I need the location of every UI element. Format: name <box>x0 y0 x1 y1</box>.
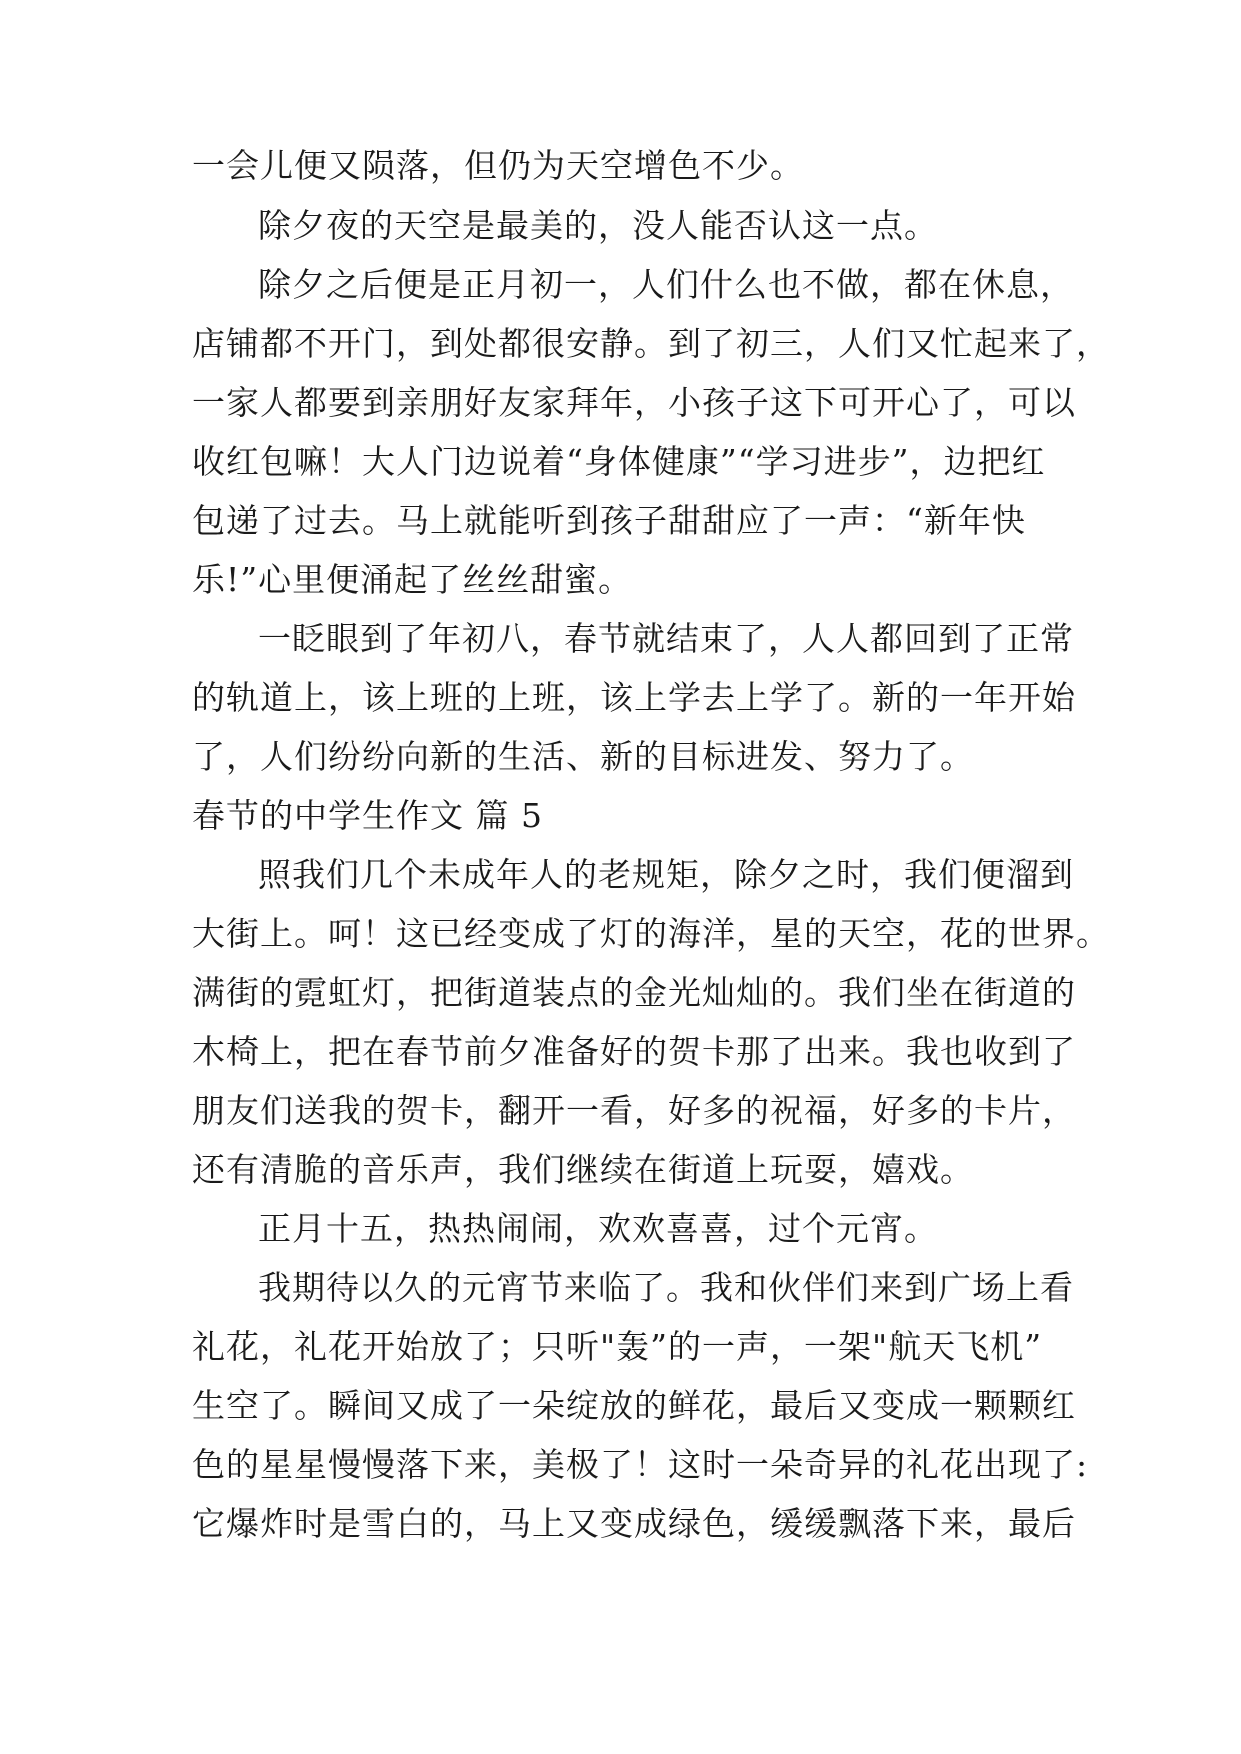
paragraph-line: 满街的霓虹灯，把街道装点的金光灿灿的。我们坐在街道的 <box>192 973 1076 1012</box>
paragraph-line: 它爆炸时是雪白的，马上又变成绿色，缓缓飘落下来，最后 <box>192 1504 1076 1543</box>
paragraph-line: 还有清脆的音乐声，我们继续在街道上玩耍，嬉戏。 <box>192 1150 974 1189</box>
paragraph-line: 照我们几个未成年人的老规矩，除夕之时，我们便溜到 <box>258 855 1074 894</box>
paragraph-line: 生空了。瞬间又成了一朵绽放的鲜花，最后又变成一颗颗红 <box>192 1386 1076 1425</box>
paragraph-line: 色的星星慢慢落下来，美极了！这时一朵奇异的礼花出现了: <box>192 1445 1089 1484</box>
paragraph-line: 乐!”心里便涌起了丝丝甜蜜。 <box>192 560 633 599</box>
paragraph-line: 一会儿便又陨落，但仍为天空增色不少。 <box>192 146 804 185</box>
section-heading: 春节的中学生作文 篇 5 <box>192 796 543 835</box>
paragraph-line: 大街上。呵！这已经变成了灯的海洋，星的天空，花的世界。 <box>192 914 1110 953</box>
paragraph-line: 店铺都不开门，到处都很安静。到了初三，人们又忙起来了， <box>192 324 1110 363</box>
paragraph-line: 除夕之后便是正月初一，人们什么也不做，都在休息， <box>258 265 1074 304</box>
paragraph-line: 我期待以久的元宵节来临了。我和伙伴们来到广场上看 <box>258 1268 1074 1307</box>
paragraph-line: 除夕夜的天空是最美的，没人能否认这一点。 <box>258 206 938 245</box>
paragraph-line: 一家人都要到亲朋好友家拜年，小孩子这下可开心了，可以 <box>192 383 1076 422</box>
paragraph-line: 礼花，礼花开始放了；只听"轰”的一声，一架"航天飞机” <box>192 1327 1043 1366</box>
paragraph-line: 朋友们送我的贺卡，翻开一看，好多的祝福，好多的卡片， <box>192 1091 1076 1130</box>
paragraph-line: 一眨眼到了年初八，春节就结束了，人人都回到了正常 <box>258 619 1074 658</box>
paragraph-line: 正月十五，热热闹闹，欢欢喜喜，过个元宵。 <box>258 1209 938 1248</box>
paragraph-line: 了，人们纷纷向新的生活、新的目标进发、努力了。 <box>192 737 974 776</box>
paragraph-line: 木椅上，把在春节前夕准备好的贺卡那了出来。我也收到了 <box>192 1032 1076 1071</box>
paragraph-line: 收红包嘛！大人门边说着“身体健康”“学习进步”，边把红 <box>192 442 1046 481</box>
paragraph-line: 包递了过去。马上就能听到孩子甜甜应了一声：“新年快 <box>192 501 1026 540</box>
paragraph-line: 的轨道上，该上班的上班，该上学去上学了。新的一年开始 <box>192 678 1076 717</box>
